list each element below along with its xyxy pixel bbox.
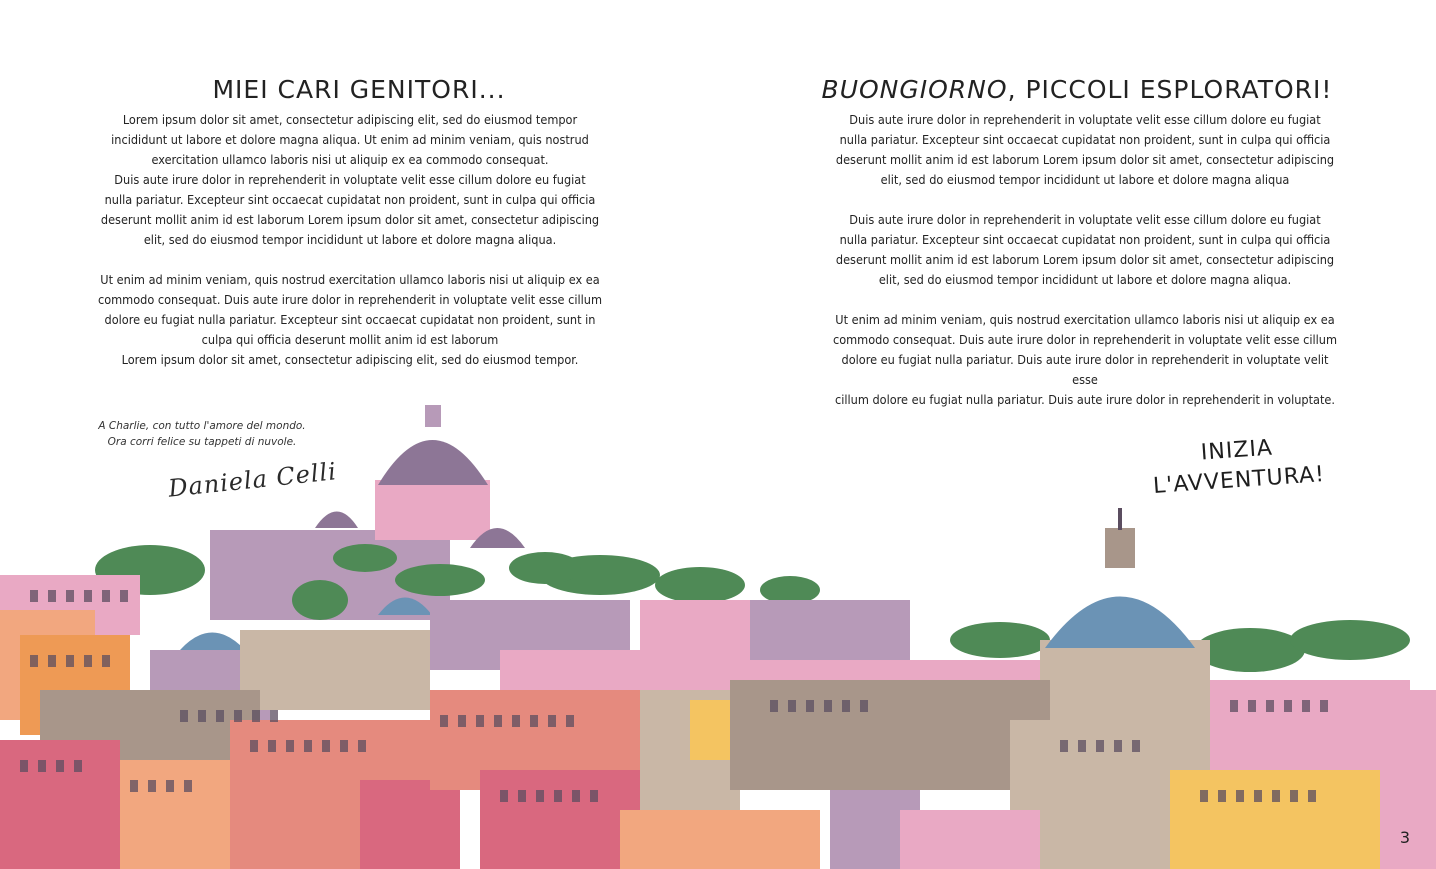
left-page-body bbox=[95, 110, 605, 390]
text-line: culpa qui officia deserunt mollit anim id est laborum bbox=[201, 332, 499, 347]
window bbox=[512, 715, 520, 727]
window bbox=[1236, 790, 1244, 802]
dedication-line: Ora corri felice su tappeti di nuvole. bbox=[107, 436, 297, 448]
pine bbox=[509, 552, 581, 584]
building bbox=[620, 810, 820, 869]
basilica-dome bbox=[378, 440, 488, 485]
window bbox=[1308, 790, 1316, 802]
dedication-line: A Charlie, con tutto l'amore del mondo. bbox=[98, 420, 306, 432]
window bbox=[102, 590, 110, 602]
text-line: commodo consequat. Duis aute irure dolor in reprehenderit in voluptate velit esse cillum bbox=[97, 292, 603, 307]
building bbox=[120, 760, 230, 869]
window bbox=[518, 790, 526, 802]
building bbox=[750, 600, 910, 660]
window bbox=[1060, 740, 1068, 752]
window bbox=[20, 760, 28, 772]
text-line: Lorem ipsum dolor sit amet, consectetur adipiscing elit, sed do eiusmod tempor. bbox=[121, 352, 579, 367]
church-spire bbox=[1118, 508, 1122, 530]
text-line: commodo consequat. Duis aute irure dolor in reprehenderit in voluptate velit esse cillum bbox=[832, 332, 1338, 347]
window bbox=[590, 790, 598, 802]
rome-skyline-illustration bbox=[0, 395, 1436, 869]
text-line: Lorem ipsum dolor sit amet, consectetur adipiscing elit, sed do eiusmod tempor bbox=[122, 112, 578, 127]
window bbox=[252, 710, 260, 722]
window bbox=[548, 715, 556, 727]
window bbox=[500, 790, 508, 802]
window bbox=[824, 700, 832, 712]
text-line: nulla pariatur. Excepteur sint occaecat cupidatat non proident, sunt in culpa qui officia bbox=[104, 192, 596, 207]
pine bbox=[395, 564, 485, 596]
text-line: Ut enim ad minim veniam, quis nostrud exercitation ullamco laboris nisi ut aliquip ex ea bbox=[835, 312, 1335, 327]
window bbox=[304, 740, 312, 752]
text-line: dolore eu fugiat nulla pariatur. Excepteur sint occaecat cupidatat non proident, sunt in bbox=[104, 312, 596, 327]
window bbox=[30, 655, 38, 667]
window bbox=[1132, 740, 1140, 752]
window bbox=[358, 740, 366, 752]
window bbox=[1248, 700, 1256, 712]
right-page-body bbox=[830, 110, 1340, 430]
pine bbox=[333, 544, 397, 572]
church-dome bbox=[1045, 597, 1195, 649]
window bbox=[1266, 700, 1274, 712]
window bbox=[184, 780, 192, 792]
window bbox=[572, 790, 580, 802]
window bbox=[198, 710, 206, 722]
window bbox=[66, 655, 74, 667]
paragraph bbox=[830, 110, 1340, 190]
window bbox=[554, 790, 562, 802]
window bbox=[1230, 700, 1238, 712]
building bbox=[1060, 790, 1150, 869]
window bbox=[1078, 740, 1086, 752]
text-line: elit, sed do eiusmod tempor incididunt ut labore et dolore magna aliqua bbox=[880, 172, 1290, 187]
page-number: 3 bbox=[1399, 828, 1410, 847]
window bbox=[234, 710, 242, 722]
window bbox=[530, 715, 538, 727]
window bbox=[1114, 740, 1122, 752]
window bbox=[148, 780, 156, 792]
window bbox=[102, 655, 110, 667]
window bbox=[1254, 790, 1262, 802]
window bbox=[48, 590, 56, 602]
window bbox=[74, 760, 82, 772]
window bbox=[1096, 740, 1104, 752]
window bbox=[216, 710, 224, 722]
window bbox=[566, 715, 574, 727]
paragraph bbox=[830, 210, 1340, 290]
window bbox=[38, 760, 46, 772]
text-line: deserunt mollit anim id est laborum Lorem ipsum dolor sit amet, consectetur adipiscing bbox=[835, 152, 1335, 167]
cta-line: INIZIA bbox=[1200, 435, 1274, 466]
small-dome bbox=[180, 633, 245, 651]
cta-line: L'AVVENTURA! bbox=[1152, 461, 1326, 499]
tree bbox=[1195, 628, 1305, 672]
window bbox=[250, 740, 258, 752]
window bbox=[56, 760, 64, 772]
window bbox=[48, 655, 56, 667]
tree bbox=[1290, 620, 1410, 660]
paragraph bbox=[95, 110, 605, 250]
text-line: Duis aute irure dolor in reprehenderit in voluptate velit esse cillum dolore eu fugiat bbox=[114, 172, 586, 187]
text-line: Duis aute irure dolor in reprehenderit in voluptate velit esse cillum dolore eu fugiat bbox=[849, 112, 1321, 127]
text-line: Duis aute irure dolor in reprehenderit in voluptate velit esse cillum dolore eu fugiat bbox=[849, 212, 1321, 227]
window bbox=[1272, 790, 1280, 802]
window bbox=[166, 780, 174, 792]
window bbox=[30, 590, 38, 602]
side-dome bbox=[315, 512, 358, 529]
window bbox=[66, 590, 74, 602]
heading-italic: BUONGIORNO bbox=[821, 74, 1008, 104]
window bbox=[1320, 700, 1328, 712]
text-line: cillum dolore eu fugiat nulla pariatur. Duis aute irure dolor in reprehenderit in voluptate. bbox=[834, 392, 1336, 407]
window bbox=[860, 700, 868, 712]
text-line: deserunt mollit anim id est laborum Lorem ipsum dolor sit amet, consectetur adipiscing bbox=[835, 252, 1335, 267]
pine bbox=[292, 580, 348, 620]
left-page-heading: MIEI CARI GENITORI... bbox=[212, 74, 506, 104]
window bbox=[1302, 700, 1310, 712]
text-line: nulla pariatur. Excepteur sint occaecat cupidatat non proident, sunt in culpa qui officia bbox=[839, 232, 1331, 247]
window bbox=[440, 715, 448, 727]
tree bbox=[950, 622, 1050, 658]
window bbox=[476, 715, 484, 727]
window bbox=[842, 700, 850, 712]
window bbox=[1200, 790, 1208, 802]
window bbox=[340, 740, 348, 752]
window bbox=[322, 740, 330, 752]
pine bbox=[760, 576, 820, 604]
author-signature: Daniela Celli bbox=[166, 457, 339, 503]
building bbox=[240, 630, 430, 710]
heading-rest: , PICCOLI ESPLORATORI! bbox=[1007, 74, 1333, 104]
basilica-lantern bbox=[425, 405, 441, 427]
building bbox=[730, 680, 1050, 790]
window bbox=[494, 715, 502, 727]
text-line: deserunt mollit anim id est laborum Lorem ipsum dolor sit amet, consectetur adipiscing bbox=[100, 212, 600, 227]
window bbox=[1290, 790, 1298, 802]
text-line: Ut enim ad minim veniam, quis nostrud exercitation ullamco laboris nisi ut aliquip ex ea bbox=[100, 272, 600, 287]
window bbox=[806, 700, 814, 712]
text-line: exercitation ullamco laboris nisi ut aliquip ex ea commodo consequat. bbox=[151, 152, 549, 167]
window bbox=[120, 590, 128, 602]
window bbox=[180, 710, 188, 722]
window bbox=[286, 740, 294, 752]
text-line: incididunt ut labore et dolore magna aliqua. Ut enim ad minim veniam, quis nostrud bbox=[111, 132, 589, 147]
text-line: nulla pariatur. Excepteur sint occaecat cupidatat non proident, sunt in culpa qui officia bbox=[839, 132, 1331, 147]
window bbox=[1284, 700, 1292, 712]
building bbox=[480, 770, 640, 869]
window bbox=[536, 790, 544, 802]
building bbox=[360, 780, 460, 869]
window bbox=[770, 700, 778, 712]
window bbox=[84, 655, 92, 667]
building bbox=[900, 810, 1040, 869]
window bbox=[458, 715, 466, 727]
window bbox=[268, 740, 276, 752]
right-page-heading bbox=[718, 75, 1436, 104]
text-line: elit, sed do eiusmod tempor incididunt ut labore et dolore magna aliqua. bbox=[878, 272, 1292, 287]
tree bbox=[655, 567, 745, 603]
building bbox=[1170, 770, 1380, 869]
paragraph bbox=[95, 270, 605, 370]
text-line: dolore eu fugiat nulla pariatur. Duis aute irure dolor in reprehenderit in voluptate velit esse bbox=[841, 352, 1329, 387]
text-line: elit, sed do eiusmod tempor incididunt ut labore et dolore magna aliqua. bbox=[143, 232, 557, 247]
window bbox=[130, 780, 138, 792]
building bbox=[0, 740, 120, 869]
window bbox=[270, 710, 278, 722]
window bbox=[84, 590, 92, 602]
window bbox=[1218, 790, 1226, 802]
basilica-drum bbox=[375, 480, 490, 540]
window bbox=[788, 700, 796, 712]
church-lantern bbox=[1105, 528, 1135, 568]
